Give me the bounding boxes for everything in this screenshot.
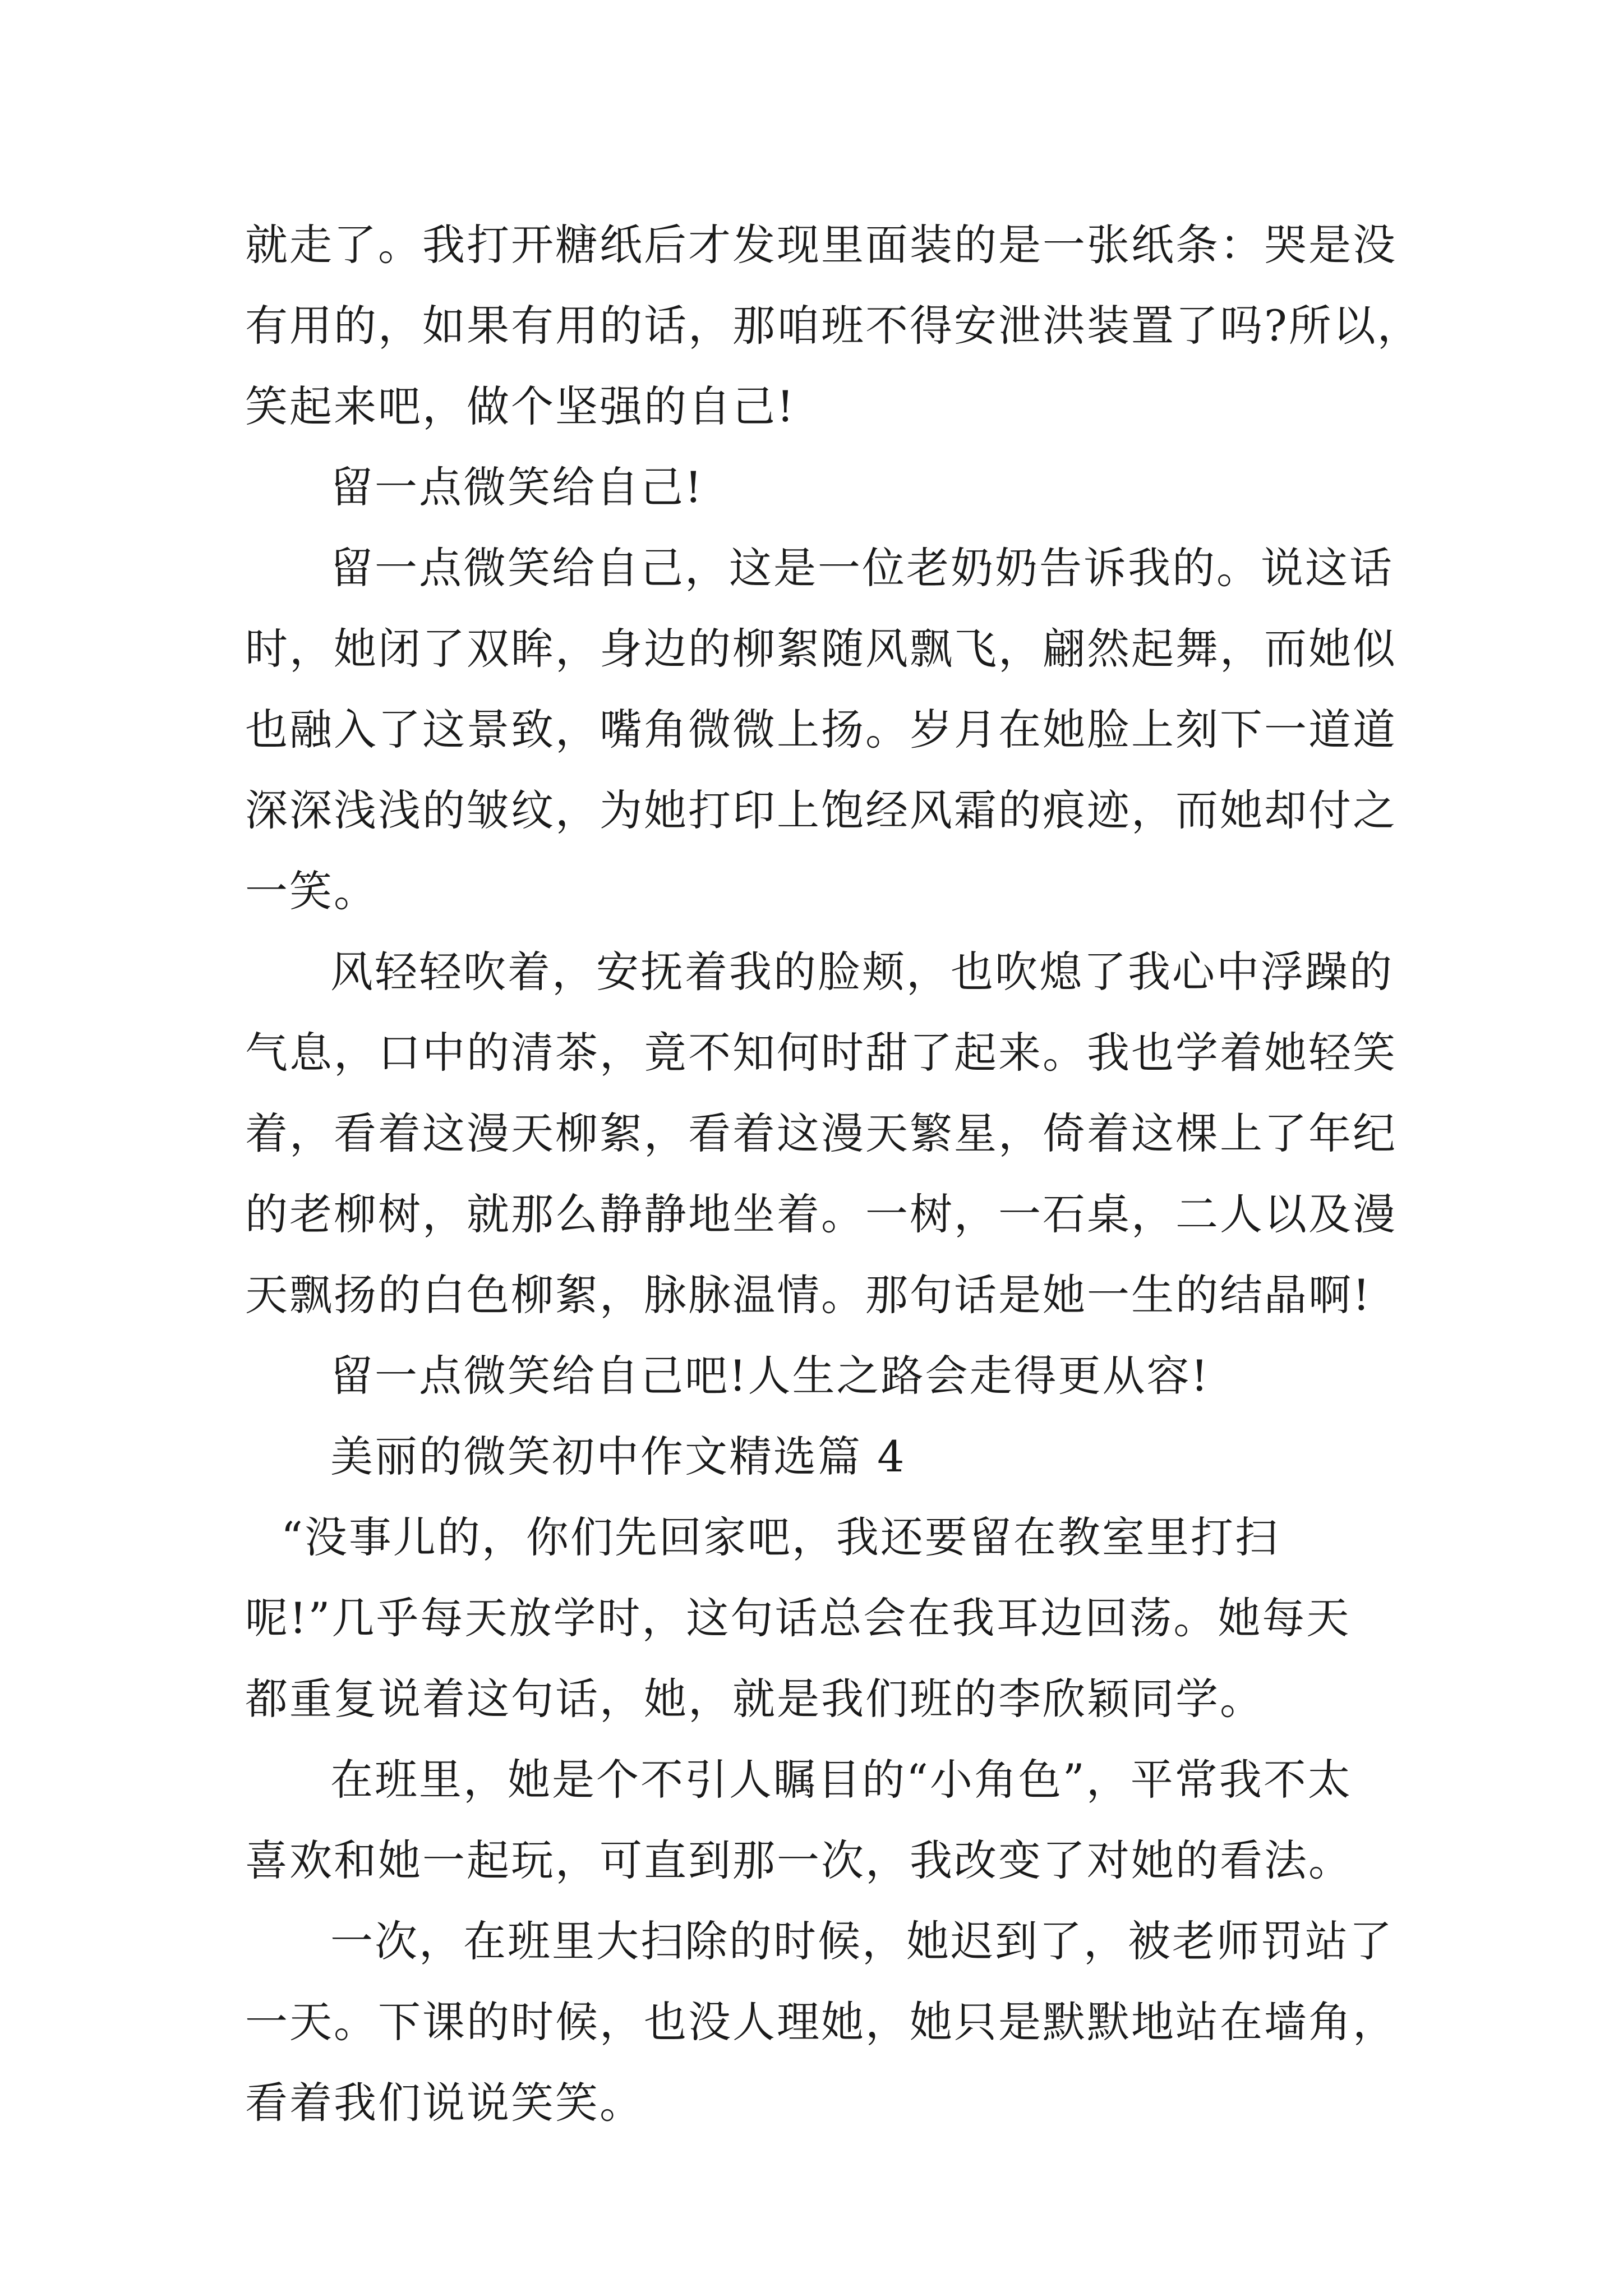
text-line: 着，看着这漫天柳絮，看着这漫天繁星，倚着这棵上了年纪	[245, 1108, 1397, 1158]
text-line: 有用的，如果有用的话，那咱班不得安泄洪装置了吗?所以，	[245, 301, 1422, 351]
text-line: 也融入了这景致，嘴角微微上扬。岁月在她脸上刻下一道道	[245, 705, 1397, 754]
text-line: 深深浅浅的皱纹，为她打印上饱经风霜的痕迹，而她却付之	[245, 785, 1397, 835]
document-body	[245, 205, 1422, 2143]
text-line: 气息，口中的清茶，竟不知何时甜了起来。我也学着她轻笑	[245, 1028, 1397, 1078]
text-line: 一笑。	[245, 866, 378, 916]
text-line: 在班里，她是个不引人瞩目的“小角色”，平常我不太	[330, 1755, 1352, 1805]
text-line: 喜欢和她一起玩，可直到那一次，我改变了对她的看法。	[245, 1835, 1353, 1885]
text-line: 笑起来吧，做个坚强的自己!	[245, 381, 796, 431]
text-line: “没事儿的，你们先回家吧，我还要留在教室里打扫	[281, 1512, 1279, 1562]
text-line: 留一点微笑给自己，这是一位老奶奶告诉我的。说这话	[330, 543, 1394, 593]
text-line: 都重复说着这句话，她，就是我们班的李欣颖同学。	[245, 1674, 1264, 1724]
text-line: 的老柳树，就那么静静地坐着。一树，一石桌，二人以及漫	[245, 1189, 1397, 1239]
text-line: 一天。下课的时候，也没人理她，她只是默默地站在墙角，	[245, 1997, 1397, 2047]
text-line: 天飘扬的白色柳絮，脉脉温情。那句话是她一生的结晶啊!	[245, 1270, 1372, 1320]
text-line: 留一点微笑给自己吧!人生之路会走得更从容!	[330, 1351, 1210, 1401]
text-line: 风轻轻吹着，安抚着我的脸颊，也吹熄了我心中浮躁的	[330, 947, 1394, 997]
text-line: 看着我们说说笑笑。	[245, 2078, 644, 2128]
section-title: 美丽的微笑初中作文精选篇 4	[330, 1432, 906, 1481]
text-line: 时，她闭了双眸，身边的柳絮随风飘飞，翩然起舞，而她似	[245, 624, 1397, 674]
paragraph-heading: 留一点微笑给自己!	[330, 462, 704, 512]
text-line: 一次，在班里大扫除的时候，她迟到了，被老师罚站了	[330, 1916, 1394, 1966]
text-line: 就走了。我打开糖纸后才发现里面装的是一张纸条：哭是没	[245, 220, 1397, 270]
text-line: 呢!”几乎每天放学时，这句话总会在我耳边回荡。她每天	[245, 1593, 1351, 1643]
